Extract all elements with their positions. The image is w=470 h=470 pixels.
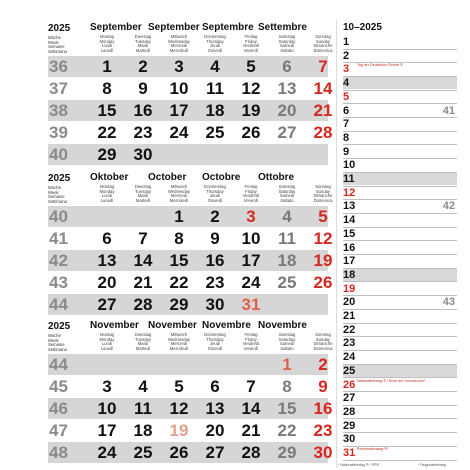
- planner-day-number: 25: [343, 364, 356, 377]
- day-cell: 22: [169, 273, 189, 292]
- planner-title: 10–2025: [343, 22, 382, 33]
- planner-day-row: [343, 187, 457, 199]
- day-cell: 23: [133, 123, 153, 142]
- planner-day-row: [343, 310, 457, 322]
- day-cell: 18: [205, 101, 225, 120]
- planner-day-number: 6: [343, 104, 350, 117]
- planner-day-number: 1: [343, 36, 350, 48]
- day-cell: 6: [210, 377, 220, 396]
- day-cell: 16: [313, 399, 333, 418]
- day-cell: 13: [97, 251, 117, 270]
- planner-day-number: 26: [343, 378, 356, 391]
- week-number: 41: [49, 229, 68, 248]
- day-cell: 23: [205, 273, 225, 292]
- month-name: October: [148, 172, 187, 183]
- day-cell: 5: [246, 57, 256, 76]
- week-number: 47: [49, 421, 68, 440]
- day-cell: 22: [97, 123, 117, 142]
- year-label: 2025: [48, 173, 71, 184]
- day-cell: 24: [241, 273, 261, 292]
- planner-day-row: [343, 173, 457, 185]
- planner-day-row: [343, 228, 457, 240]
- week-number: 39: [49, 123, 68, 142]
- planner-day-row: [343, 269, 457, 281]
- week-row: [48, 354, 328, 375]
- planner-week-number: 41: [442, 104, 455, 117]
- planner-day-number: 22: [343, 323, 356, 336]
- day-cell: 21: [241, 421, 261, 440]
- planner-day-number: 24: [343, 351, 356, 364]
- day-cell: 16: [133, 101, 153, 120]
- day-cell: 13: [205, 399, 225, 418]
- day-cell: 15: [97, 101, 117, 120]
- day-cell: 1: [282, 355, 292, 374]
- planner-day-number: 3: [343, 63, 350, 76]
- planner-divider: [343, 460, 457, 461]
- day-cell: 11: [278, 229, 296, 248]
- week-number: 40: [49, 207, 68, 226]
- planner-day-number: 5: [343, 90, 350, 103]
- day-cell: 28: [133, 295, 153, 314]
- day-cell: 28: [313, 123, 333, 142]
- planner-day-number: 14: [343, 214, 356, 227]
- day-cell: 9: [210, 229, 220, 248]
- week-number: 42: [49, 251, 68, 270]
- day-cell: 16: [205, 251, 225, 270]
- weekday-label: Dienstag Tuesday Mardi Martedì: [134, 332, 152, 351]
- day-cell: 7: [138, 229, 148, 248]
- day-cell: 9: [138, 79, 148, 98]
- planner-day-row: [343, 365, 457, 377]
- day-cell: 2: [210, 207, 220, 226]
- planner-day-row: [343, 420, 457, 432]
- planner-day-number: 2: [343, 49, 350, 62]
- day-cell: 30: [313, 443, 333, 462]
- weekday-label: Sonntag Sunday Dimanche Domenica: [313, 184, 333, 203]
- planner-day-row: [343, 255, 457, 267]
- day-cell: 11: [134, 399, 152, 418]
- day-cell: 10: [97, 399, 117, 418]
- day-cell: 7: [318, 57, 328, 76]
- day-cell: 26: [313, 273, 333, 292]
- day-cell: 12: [241, 79, 261, 98]
- month-name: November: [90, 320, 139, 331]
- month-block: [48, 20, 333, 165]
- day-cell: 20: [205, 421, 225, 440]
- planner-day-row: [343, 324, 457, 336]
- day-cell: 14: [241, 399, 261, 418]
- day-cell: 4: [282, 207, 292, 226]
- planner-day-number: 20: [343, 296, 356, 309]
- day-cell: 5: [318, 207, 328, 226]
- day-cell: 3: [174, 57, 184, 76]
- month-name: Novembre: [202, 320, 251, 331]
- planner-day-number: 30: [343, 433, 356, 446]
- weekday-label: Mittwoch Wednesday Mercredi Mercoledì: [167, 184, 191, 203]
- day-cell: 21: [313, 101, 333, 120]
- day-cell: 11: [206, 79, 224, 98]
- planner-day-row: [343, 351, 457, 363]
- day-cell: 20: [97, 273, 117, 292]
- footnote-left: * Nationalfeiertag ® / ®®®: [338, 463, 380, 467]
- planner-day-row: [343, 63, 457, 75]
- day-cell: 13: [277, 79, 297, 98]
- planner-day-row: [343, 132, 457, 144]
- day-cell: 19: [241, 101, 261, 120]
- week-row: [48, 100, 333, 121]
- weekday-label: Donnerstag Thursday Jeudi Giovedì: [204, 184, 226, 203]
- planner-day-number: 21: [343, 310, 356, 322]
- month-name: Ottobre: [258, 172, 295, 183]
- week-row: [48, 78, 333, 99]
- holiday-note: Reformationstag ®*: [357, 447, 389, 451]
- planner-day-number: 16: [343, 241, 356, 254]
- planner-week-number: 43: [442, 296, 455, 309]
- weekday-label: Montag Monday Lundi Lunedì: [99, 34, 115, 53]
- planner-day-row: [343, 159, 457, 171]
- day-cell: 21: [133, 273, 153, 292]
- week-column-label: Woche Week Semaine Settimana: [48, 35, 67, 54]
- week-row: [48, 206, 328, 227]
- day-cell: 27: [97, 295, 117, 314]
- planner-day-row: [343, 406, 457, 418]
- planner-day-row: [343, 146, 457, 158]
- month-block: [48, 318, 333, 463]
- day-cell: 18: [277, 251, 297, 270]
- planner-week-number: 42: [442, 200, 455, 213]
- week-number: 37: [49, 79, 68, 98]
- week-row: [48, 56, 328, 77]
- weekday-label: Donnerstag Thursday Jeudi Giovedì: [204, 332, 226, 351]
- day-cell: 27: [205, 443, 225, 462]
- planner-day-row: [343, 283, 457, 295]
- planner-day-number: 17: [343, 255, 356, 268]
- planner-day-number: 10: [343, 159, 356, 172]
- day-cell: 1: [174, 207, 184, 226]
- planner-day-number: 27: [343, 392, 356, 405]
- day-cell: 29: [277, 443, 297, 462]
- weekday-label: Samstag Saturday Samedi Sabato: [278, 34, 296, 53]
- week-row: [48, 442, 333, 463]
- planner-day-number: 4: [343, 77, 350, 90]
- week-number: 43: [49, 273, 68, 292]
- day-cell: 15: [169, 251, 189, 270]
- week-row: [48, 376, 328, 397]
- month-name: Septembre: [202, 22, 254, 33]
- planner-day-row: [343, 118, 457, 130]
- day-cell: 25: [133, 443, 153, 462]
- weekday-label: Montag Monday Lundi Lunedì: [99, 332, 115, 351]
- year-label: 2025: [48, 321, 71, 332]
- day-cell: 18: [133, 421, 153, 440]
- day-cell: 10: [169, 79, 189, 98]
- planner-day-row: [343, 105, 457, 117]
- day-cell: 5: [174, 377, 184, 396]
- day-cell: 9: [318, 377, 328, 396]
- day-cell: 4: [138, 377, 148, 396]
- planner-day-number: 29: [343, 419, 356, 432]
- weekday-label: Freitag Friday Vendredi Venerdì: [242, 184, 260, 203]
- month-name: Novembre: [258, 320, 307, 331]
- day-cell: 29: [97, 145, 117, 164]
- planner-day-number: 28: [343, 405, 356, 418]
- day-cell: 10: [241, 229, 261, 248]
- planner-day-number: 31: [343, 447, 356, 459]
- planner-day-row: [343, 392, 457, 404]
- weekday-label: Samstag Saturday Samedi Sabato: [278, 184, 296, 203]
- weekday-label: Samstag Saturday Samedi Sabato: [278, 332, 296, 351]
- week-number: 38: [49, 101, 68, 120]
- day-cell: 12: [313, 229, 333, 248]
- month-name: Settembre: [258, 22, 307, 33]
- planner-day-row: [343, 50, 457, 62]
- week-number: 46: [49, 399, 68, 418]
- day-cell: 15: [277, 399, 297, 418]
- weekday-label: Donnerstag Thursday Jeudi Giovedì: [204, 34, 226, 53]
- day-cell: 7: [246, 377, 256, 396]
- day-cell: 3: [102, 377, 112, 396]
- week-number: 44: [49, 295, 68, 314]
- weekday-label: Montag Monday Lundi Lunedì: [99, 184, 115, 203]
- weekday-label: Mittwoch Wednesday Mercredi Mercoledì: [167, 34, 191, 53]
- month-name: November: [148, 320, 197, 331]
- week-row: [48, 398, 333, 419]
- day-cell: 4: [210, 57, 220, 76]
- month-name: September: [90, 22, 142, 33]
- day-cell: 30: [133, 145, 153, 164]
- day-cell: 24: [97, 443, 117, 462]
- planner-day-number: 8: [343, 131, 350, 144]
- day-cell: 8: [102, 79, 112, 98]
- day-cell: 28: [241, 443, 261, 462]
- day-cell: 24: [169, 123, 189, 142]
- day-cell: 19: [313, 251, 333, 270]
- day-cell: 26: [241, 123, 261, 142]
- week-column-label: Woche Week Semaine Settimana: [48, 185, 67, 204]
- day-cell: 17: [169, 101, 189, 120]
- planner-day-number: 23: [343, 337, 356, 350]
- weekday-label: Mittwoch Wednesday Mercredi Mercoledì: [167, 332, 191, 351]
- planner-day-number: 19: [343, 282, 356, 295]
- day-cell: 25: [205, 123, 225, 142]
- day-cell: 30: [205, 295, 225, 314]
- day-cell: 1: [102, 57, 112, 76]
- planner-day-number: 7: [343, 118, 350, 131]
- week-number: 44: [49, 355, 68, 374]
- planner-day-number: 13: [343, 200, 356, 213]
- day-cell: 2: [138, 57, 148, 76]
- planner-day-number: 15: [343, 227, 356, 240]
- day-cell: 6: [282, 57, 292, 76]
- month-planner-strip: [336, 20, 462, 468]
- planner-day-row: [343, 36, 457, 48]
- three-month-calendar: [48, 20, 333, 468]
- planner-day-row: [343, 337, 457, 349]
- day-cell: 25: [277, 273, 297, 292]
- week-number: 45: [49, 377, 68, 396]
- week-number: 48: [49, 443, 68, 462]
- day-cell: 23: [313, 421, 333, 440]
- month-name: Oktober: [90, 172, 129, 183]
- day-cell: 2: [318, 355, 328, 374]
- month-header: [48, 20, 333, 54]
- planner-day-row: [343, 77, 457, 89]
- day-cell: 8: [282, 377, 292, 396]
- month-name: Octobre: [202, 172, 241, 183]
- week-row: [48, 420, 333, 441]
- week-column-label: Woche Week Semaine Settimana: [48, 333, 67, 352]
- month-header: [48, 170, 333, 204]
- weekday-label: Freitag Friday Vendredi Venerdì: [242, 332, 260, 351]
- planner-day-number: 18: [343, 268, 356, 281]
- day-cell: 14: [313, 79, 333, 98]
- planner-day-number: 11: [343, 173, 355, 185]
- planner-day-row: [343, 447, 457, 459]
- day-cell: 22: [277, 421, 297, 440]
- day-cell: 19: [169, 421, 189, 440]
- weekday-label: Dienstag Tuesday Mardi Martedì: [134, 34, 152, 53]
- planner-day-row: [343, 200, 457, 212]
- week-number: 40: [49, 145, 68, 164]
- planner-day-row: [343, 433, 457, 445]
- weekday-label: Freitag Friday Vendredi Venerdì: [242, 34, 260, 53]
- planner-day-number: 9: [343, 145, 350, 158]
- holiday-note: Nationalfeiertag ® / Ende der Sommerzeit*: [357, 378, 425, 383]
- planner-day-number: 12: [343, 186, 356, 199]
- day-cell: 8: [174, 229, 184, 248]
- month-header: [48, 318, 333, 352]
- month-name: September: [148, 22, 200, 33]
- day-cell: 17: [241, 251, 261, 270]
- planner-day-row: [343, 379, 457, 391]
- day-cell: 20: [277, 101, 297, 120]
- day-cell: 26: [169, 443, 189, 462]
- weekday-label: Dienstag Tuesday Mardi Martedì: [134, 184, 152, 203]
- footnote-right: * Regionalfeiertag: [418, 463, 446, 467]
- day-cell: 31: [241, 295, 261, 314]
- day-cell: 14: [133, 251, 153, 270]
- day-cell: 29: [169, 295, 189, 314]
- planner-day-row: [343, 91, 457, 103]
- week-row: [48, 294, 328, 315]
- day-cell: 27: [277, 123, 297, 142]
- week-row: [48, 250, 333, 271]
- planner-day-row: [343, 214, 457, 226]
- day-cell: 17: [97, 421, 117, 440]
- week-row: [48, 228, 333, 249]
- planner-day-row: [343, 242, 457, 254]
- day-cell: 3: [246, 207, 256, 226]
- week-number: 36: [49, 57, 68, 76]
- week-row: [48, 272, 333, 293]
- week-row: [48, 122, 333, 143]
- day-cell: 12: [169, 399, 189, 418]
- weekday-label: Sonntag Sunday Dimanche Domenica: [313, 332, 333, 351]
- month-block: [48, 170, 333, 315]
- planner-day-row: [343, 296, 457, 308]
- weekday-label: Sonntag Sunday Dimanche Domenica: [313, 34, 333, 53]
- holiday-note: Tag der Deutschen Einheit ®: [357, 63, 403, 68]
- day-cell: 6: [102, 229, 112, 248]
- year-label: 2025: [48, 23, 71, 34]
- week-row: [48, 144, 328, 165]
